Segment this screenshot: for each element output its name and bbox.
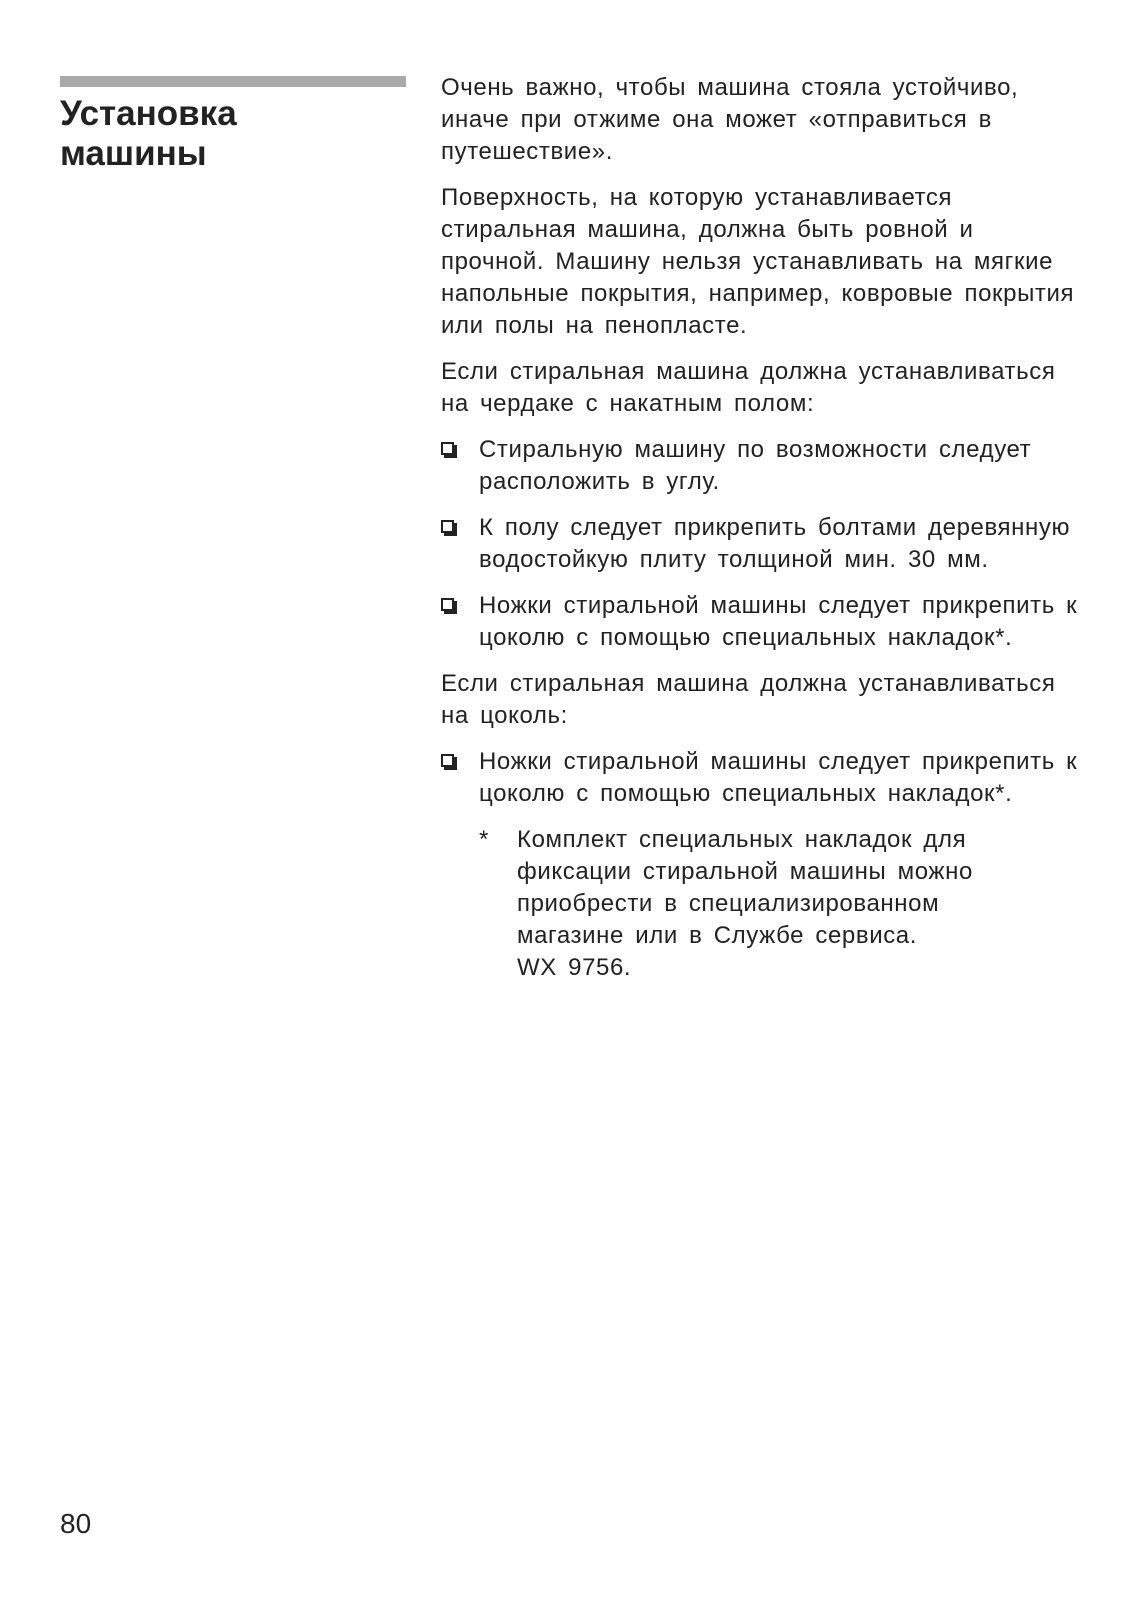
attic-paragraph: Если стиральная машина должна устанавливаться на чердаке с накатным полом: xyxy=(441,358,1056,417)
section-title-line-1: Установка xyxy=(60,94,237,133)
section-title-line-2: машины xyxy=(60,134,207,173)
list-item-text: Стиральную машину по возможности следует расположить в углу. xyxy=(479,436,1032,495)
footnote xyxy=(441,824,1081,984)
footnote-line: магазине или в Службе сервиса. xyxy=(517,922,918,949)
checkbox-icon xyxy=(441,598,454,611)
attic-instructions-list xyxy=(441,434,1081,654)
footnote-line: приобрести в специализированном xyxy=(517,890,940,917)
list-item-text: Ножки стиральной машины следует прикрепить к цоколю с помощью специальных накладок*. xyxy=(479,748,1078,807)
footnote-asterisk: * xyxy=(479,826,489,853)
page-number: 80 xyxy=(60,1508,92,1539)
list-item xyxy=(441,590,1081,654)
list-item xyxy=(441,434,1081,498)
checkbox-icon xyxy=(441,520,454,533)
surface-paragraph: Поверхность, на которую устанавливается стиральная машина, должна быть ровной и прочной. Машину нельзя устанавливать на мягкие напольные покрытия, например, ковровые покрытия или полы на пенопласте. xyxy=(441,184,1075,339)
list-item xyxy=(441,746,1081,810)
plinth-instructions-list xyxy=(441,746,1081,810)
list-item xyxy=(441,512,1081,576)
plinth-paragraph: Если стиральная машина должна устанавливаться на цоколь: xyxy=(441,670,1056,729)
main-content xyxy=(441,72,1081,984)
checkbox-icon xyxy=(441,442,454,455)
footnote-line: WX 9756. xyxy=(517,954,632,981)
intro-paragraph: Очень важно, чтобы машина стояла устойчиво, иначе при отжиме она может «отправиться в путешествие». xyxy=(441,74,1019,165)
footnote-text xyxy=(517,824,1081,984)
checkbox-icon xyxy=(441,754,454,767)
list-item-text: Ножки стиральной машины следует прикрепить к цоколю с помощью специальных накладок*. xyxy=(479,592,1078,651)
section-title xyxy=(60,94,410,174)
footnote-line: фиксации стиральной машины можно xyxy=(517,858,973,885)
list-item-text: К полу следует прикрепить болтами деревянную водостойкую плиту толщиной мин. 30 мм. xyxy=(479,514,1071,573)
footnote-line: Комплект специальных накладок для xyxy=(517,826,967,853)
section-divider xyxy=(60,76,406,87)
